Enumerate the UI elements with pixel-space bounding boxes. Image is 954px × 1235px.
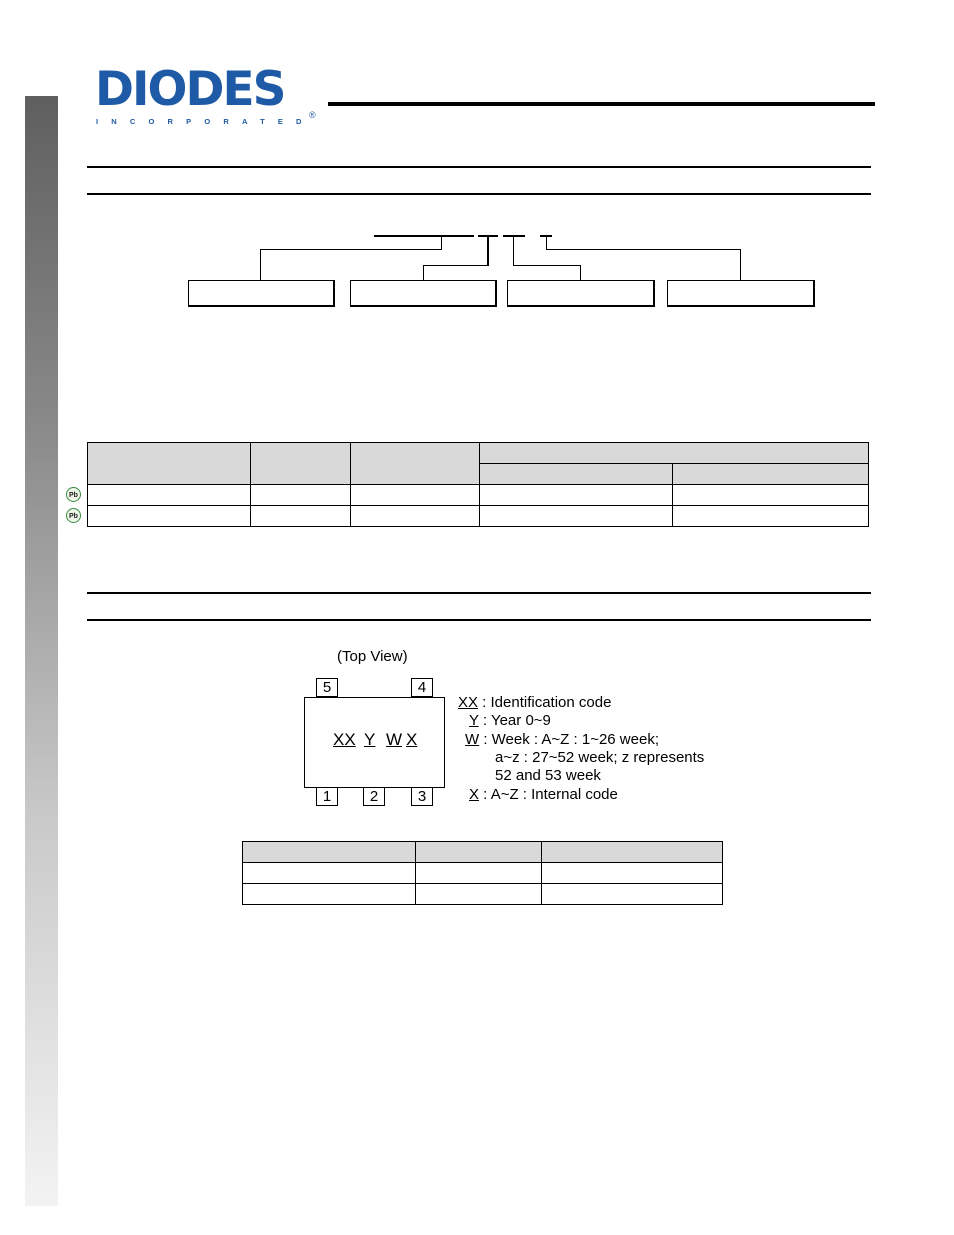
table-header-cell — [251, 443, 351, 485]
legend-week — [465, 731, 659, 749]
table-header-row — [88, 443, 869, 464]
connector-line — [260, 249, 261, 280]
legend-week-cont-2: 52 and 53 week — [495, 767, 601, 784]
table-header-cell — [351, 443, 480, 485]
section-rule-top — [87, 592, 871, 594]
table-cell — [243, 884, 416, 905]
table-header-cell — [480, 443, 869, 464]
pin-3: 3 — [411, 787, 433, 806]
connector-line — [260, 249, 442, 250]
connector-line — [580, 265, 581, 280]
legend-text: : Week : A~Z : 1~26 week; — [479, 731, 659, 748]
legend-code: X — [469, 786, 480, 803]
sidebar-gradient — [25, 96, 58, 1206]
legend-code: Y — [469, 712, 479, 729]
connector-line — [740, 249, 741, 280]
connector-line — [513, 265, 581, 266]
table-header-cell — [88, 443, 251, 485]
legend-id-code — [458, 694, 611, 712]
table-cell — [251, 485, 351, 506]
table-row — [243, 863, 723, 884]
pn-field-box-4 — [667, 280, 815, 307]
table-cell — [542, 863, 723, 884]
table-row — [243, 884, 723, 905]
pn-field-box-3 — [507, 280, 655, 307]
table-cell — [673, 506, 869, 527]
table-header-cell — [673, 464, 869, 485]
table-header-row — [243, 842, 723, 863]
pn-segment-3 — [503, 235, 525, 237]
header-rule — [328, 102, 875, 106]
top-view-label: (Top View) — [337, 648, 408, 665]
table-row — [88, 485, 869, 506]
legend-text: : Year 0~9 — [478, 712, 551, 729]
section-rule-bottom — [87, 193, 871, 195]
table-cell — [351, 506, 480, 527]
legend-internal — [469, 786, 618, 804]
pn-segment-1 — [374, 235, 474, 237]
connector-line — [546, 249, 741, 250]
legend-year — [469, 712, 551, 730]
section-rule-top — [87, 166, 871, 168]
table-header-cell — [416, 842, 542, 863]
table-cell — [416, 863, 542, 884]
mark-id-code: XX — [333, 730, 356, 749]
legend-text: : Identification code — [478, 694, 612, 711]
table-cell — [251, 506, 351, 527]
legend-code: XX — [458, 694, 479, 711]
connector-line — [423, 265, 489, 266]
connector-line — [513, 236, 514, 265]
table-cell — [351, 485, 480, 506]
mark-internal: X — [406, 730, 418, 749]
table-row — [88, 506, 869, 527]
mark-week: W — [386, 730, 403, 749]
connector-line — [546, 236, 547, 250]
pb-free-icon: Pb — [66, 508, 81, 523]
connector-line — [423, 265, 424, 280]
table-header-cell — [243, 842, 416, 863]
pin-2: 2 — [363, 787, 385, 806]
table-header-cell — [480, 464, 673, 485]
table-cell — [480, 485, 673, 506]
table-cell — [88, 485, 251, 506]
marking-table — [242, 841, 723, 905]
section-rule-bottom — [87, 619, 871, 621]
pn-field-box-2 — [350, 280, 497, 307]
table-cell — [480, 506, 673, 527]
mark-year: Y — [364, 730, 376, 749]
table-cell — [88, 506, 251, 527]
legend-week-cont-1: a~z : 27~52 week; z represents — [495, 749, 705, 766]
legend-text: : A~Z : Internal code — [479, 786, 618, 803]
connector-line — [441, 236, 442, 250]
pn-field-box-1 — [188, 280, 335, 307]
table-cell — [673, 485, 869, 506]
ordering-table — [87, 442, 869, 527]
company-logo-subtext: INCORPORATED — [96, 117, 315, 126]
pin-4: 4 — [411, 678, 433, 697]
pb-free-icon: Pb — [66, 487, 81, 502]
connector-line — [487, 236, 489, 265]
table-cell — [542, 884, 723, 905]
table-cell — [243, 863, 416, 884]
table-header-cell — [542, 842, 723, 863]
legend-code: W — [465, 731, 480, 748]
pin-5: 5 — [316, 678, 338, 697]
pin-1: 1 — [316, 787, 338, 806]
company-logo: DIODES — [95, 62, 285, 117]
registered-mark: ® — [309, 110, 316, 120]
table-cell — [416, 884, 542, 905]
